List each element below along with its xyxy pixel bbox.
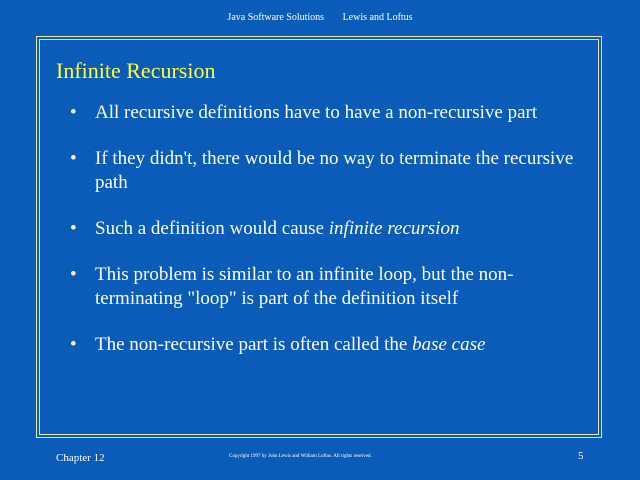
bullet-text: The non-recursive part is often called the: [95, 334, 413, 355]
authors: Lewis and Loftus: [342, 12, 413, 23]
bullet-emphasis: base case: [412, 334, 486, 355]
slide-header: [0, 12, 640, 23]
bullet-dot-icon: •: [70, 148, 77, 169]
bullet-item: [70, 217, 575, 241]
bullet-list: [70, 101, 575, 379]
bullet-text: Such a definition would cause: [95, 218, 329, 239]
page-number: 5: [578, 450, 584, 462]
bullet-text: This problem is similar to an infinite loop, but the non-terminating "loop" is part of the definition itself: [95, 264, 514, 309]
bullet-item: [70, 101, 575, 125]
bullet-emphasis: infinite recursion: [328, 218, 460, 239]
book-title: Java Software Solutions: [227, 12, 325, 23]
bullet-item: [70, 333, 575, 357]
bullet-text: If they didn't, there would be no way to terminate the recursive path: [95, 148, 574, 193]
copyright-notice: Copyright 1997 by John Lewis and William Loftus. All rights reserved.: [229, 454, 372, 459]
slide-title: Infinite Recursion: [56, 58, 216, 83]
chapter-label: Chapter 12: [56, 452, 105, 464]
bullet-dot-icon: •: [70, 218, 77, 239]
bullet-dot-icon: •: [70, 334, 77, 355]
bullet-dot-icon: •: [70, 264, 77, 285]
bullet-item: [70, 147, 575, 195]
bullet-item: [70, 263, 575, 311]
bullet-text: All recursive definitions have to have a non-recursive part: [95, 102, 538, 123]
bullet-dot-icon: •: [70, 102, 77, 123]
